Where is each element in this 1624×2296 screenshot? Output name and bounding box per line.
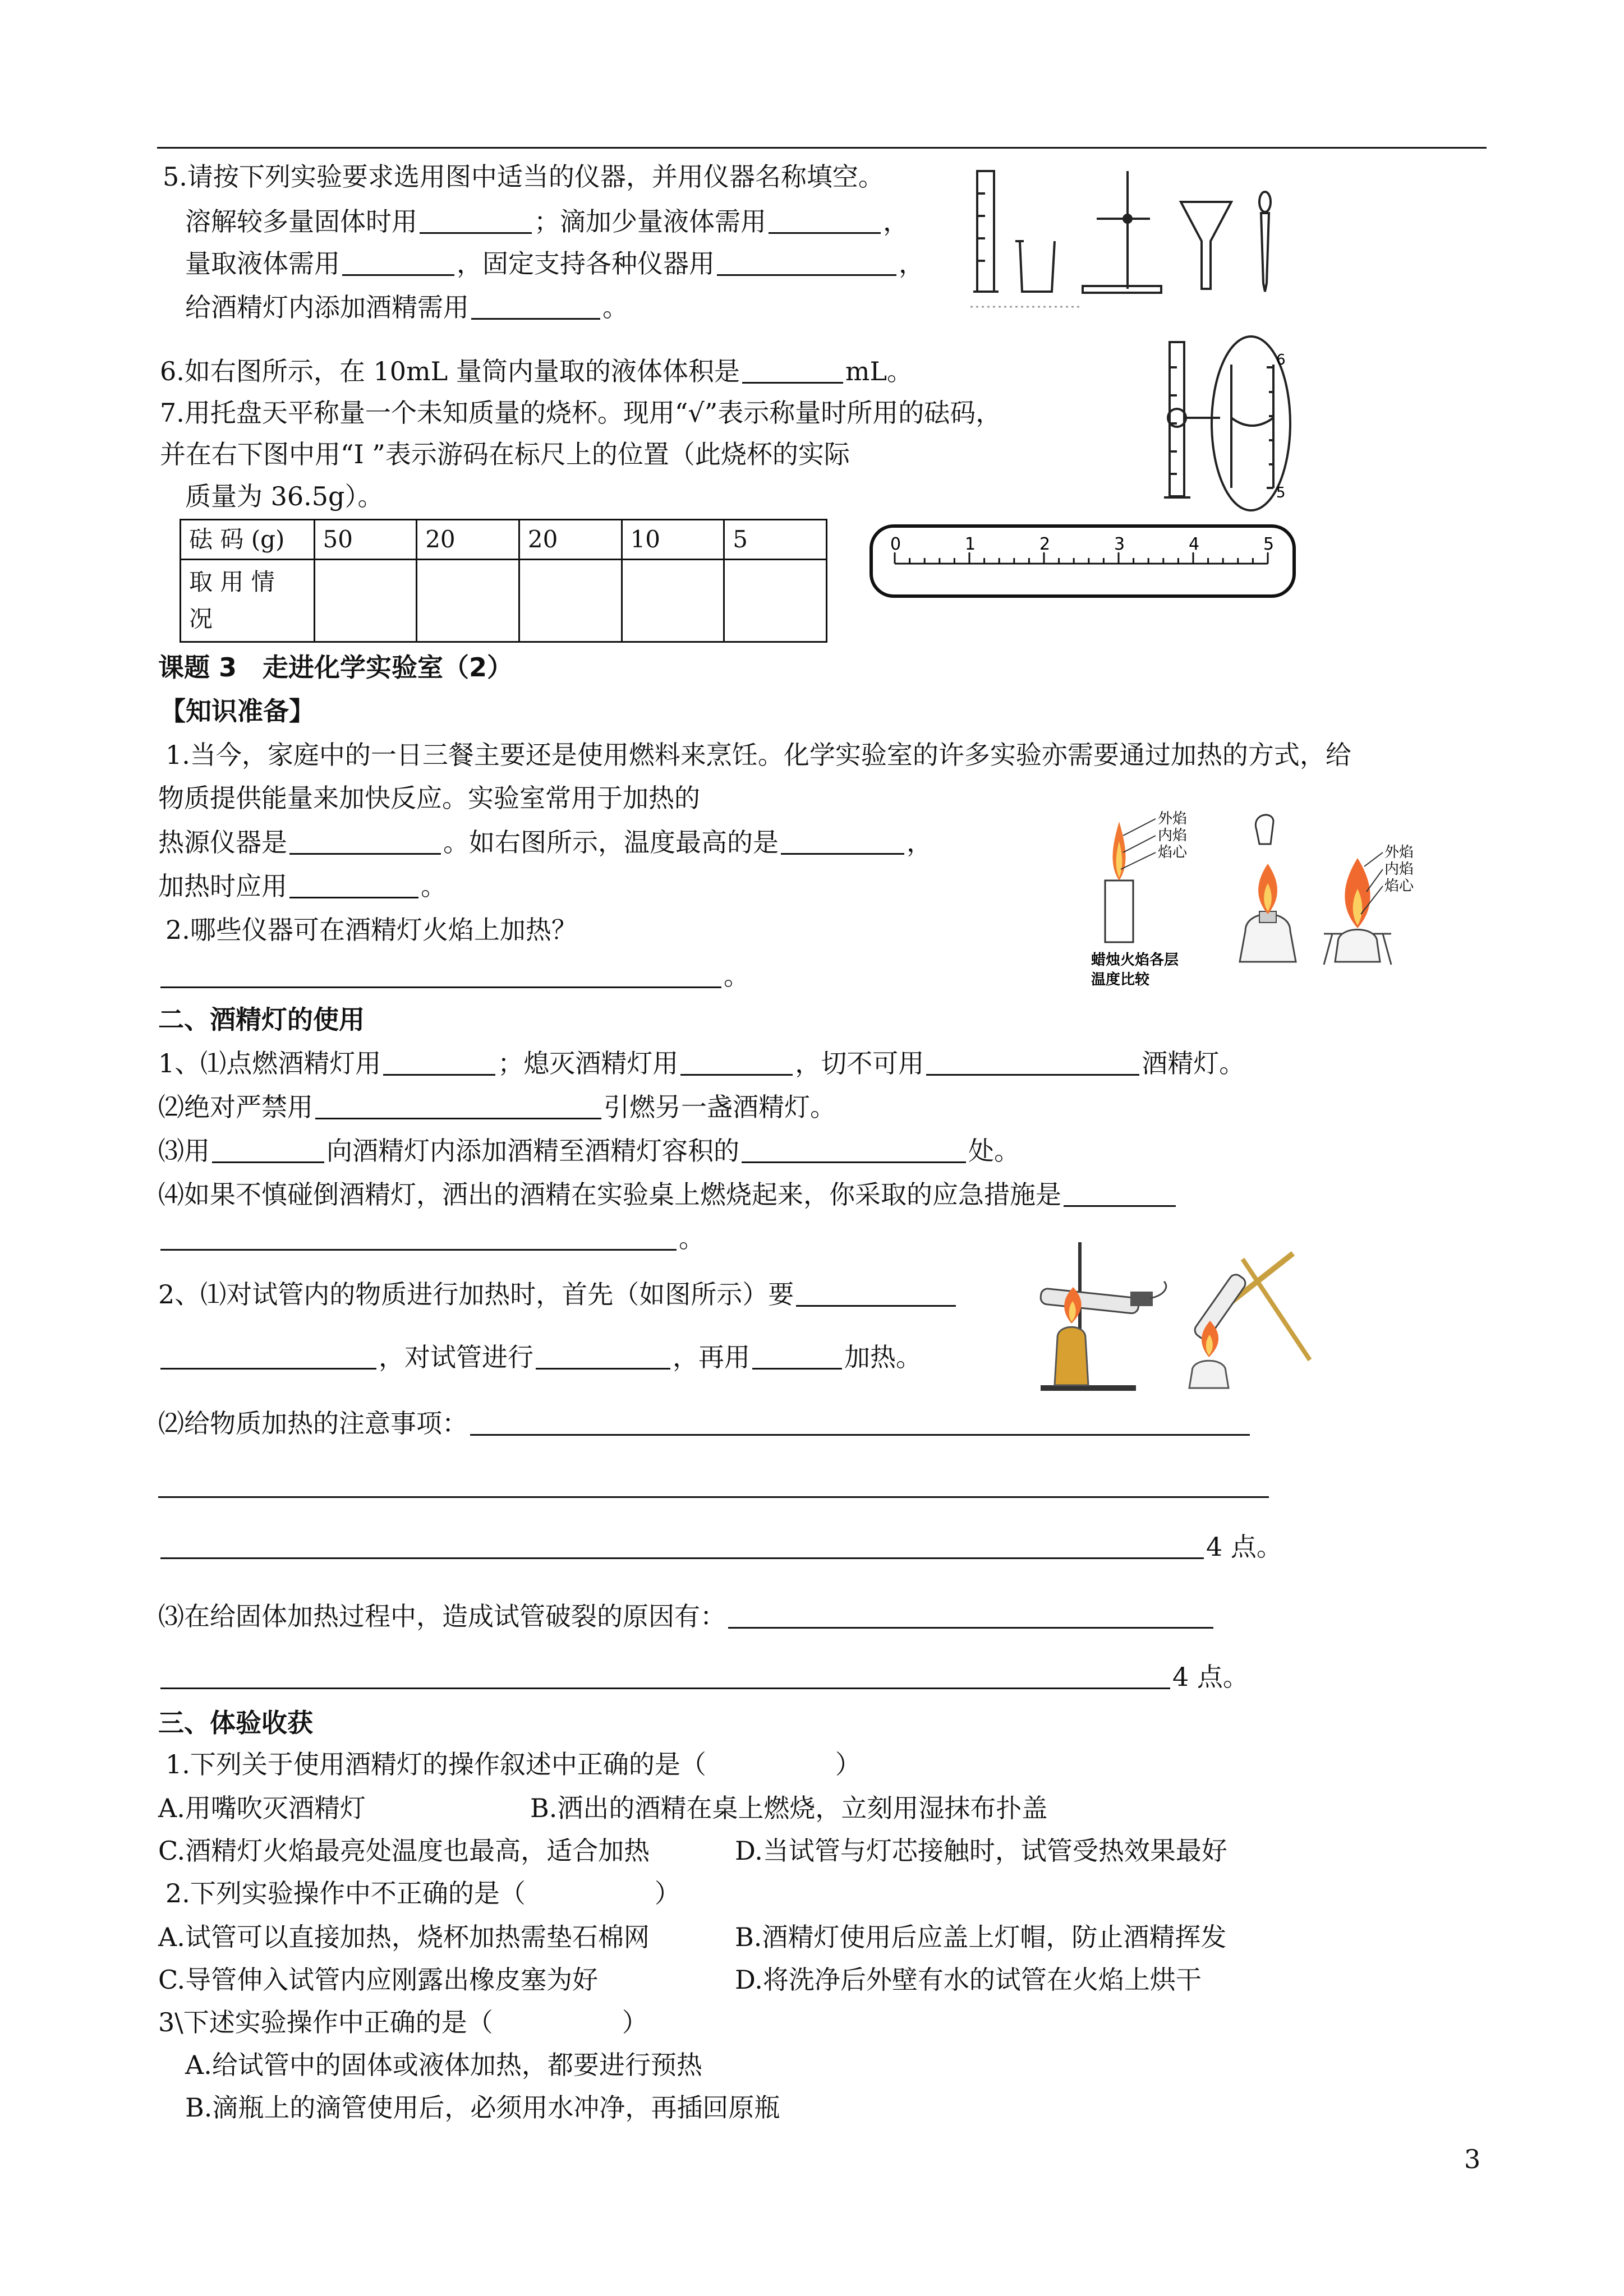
blank-heat-use[interactable] [289,873,418,898]
ruler-tick-label: 3 [1114,534,1125,554]
blank-volume[interactable] [742,358,843,384]
s3-q1-d: D.当试管与灯芯接触时，试管受热效果最好 [735,1836,1227,1866]
candle-label-outer: 外焰 [1158,810,1188,827]
blank-extinguish[interactable] [680,1050,793,1076]
funnel-icon [1181,202,1231,289]
beaker-icon [1015,241,1055,292]
s3-q2-a: A.试管可以直接加热，烧杯加热需垫石棉网 [158,1922,650,1952]
section2-heading: 二、酒精灯的使用 [158,1004,365,1035]
usage-cell-4[interactable] [622,560,724,642]
blank-notes-1[interactable] [470,1410,1250,1436]
blank-never-use[interactable] [926,1050,1139,1076]
weight-10: 10 [622,520,724,560]
usage-cell-3[interactable] [519,560,622,642]
tube-crack-label: ⑶在给固体加热过程中，造成试管破裂的原因有： [158,1599,1216,1633]
s3-q1: 1.下列关于使用酒精灯的操作叙述中正确的是（ ） [165,1749,861,1779]
blank-notes-3[interactable] [160,1533,1204,1559]
weights-table [180,519,827,643]
blank-dissolve[interactable] [420,208,532,234]
dropper-icon [1259,192,1271,292]
alcohol-lamp-labeled-icon [1324,852,1391,965]
heat-line1: 2、⑴对试管内的物质进行加热时，首先（如图所示）要 [158,1278,958,1311]
candle-caption-1: 蜡烛火焰各层 [1091,952,1179,969]
blank-crack-2[interactable] [160,1663,1170,1689]
heat-notes-end: 4 点。 [158,1530,1282,1564]
s3-q1-b: B.洒出的酒精在桌上燃烧，立刻用湿抹布扑盖 [530,1793,1048,1823]
blank-flame-part[interactable] [752,1344,842,1370]
section3-heading: 三、体验收获 [158,1708,313,1738]
candle-caption-2: 温度比较 [1091,971,1150,988]
candle-label-inner: 内焰 [1158,827,1188,844]
iron-stand-heating-icon [1040,1242,1166,1391]
ruler-tick-label: 0 [890,534,901,554]
blank-first-step-2[interactable] [160,1344,376,1370]
prep-p1-line1: 1.当今，家庭中的一日三餐主要还是使用燃料来烹饪。化学实验室的许多实验亦需要通过加热的方式，给 [165,740,1351,770]
heat-line2: ，对试管进行 ，再用 加热。 [158,1340,922,1374]
q7-line1: 7.用托盘天平称量一个未知质量的烧杯。现用“√”表示称量时所用的砝码， [160,398,1002,428]
blank-add-alcohol[interactable] [471,294,600,320]
rider-scale-figure[interactable] [869,524,1296,600]
prep-p1-line2: 物质提供能量来加快反应。实验室常用于加热的 [158,783,700,813]
blank-volume-fraction[interactable] [742,1137,966,1163]
s3-q2: 2.下列实验操作中不正确的是（ ） [165,1878,680,1908]
s3-q3: 3\下述实验操作中正确的是（ ） [158,2007,648,2037]
iron-stand-icon [1083,171,1161,293]
lamp-label-outer: 外焰 [1384,844,1414,861]
blank-measure[interactable] [342,250,454,276]
s3-q3-b: B.滴瓶上的滴管使用后，必须用水冲净，再插回原瓶 [185,2092,780,2123]
blank-support[interactable] [717,250,896,276]
s3-q2-c: C.导管伸入试管内应刚露出橡皮塞为好 [158,1965,599,1995]
q5-line2: 溶解较多量固体时用 ；滴加少量液体需用 ， [185,206,909,237]
s3-q1-a: A.用嘴吹灭酒精灯 [158,1793,366,1823]
blank-emergency-2[interactable] [160,1225,677,1251]
lamp-label-core: 焰心 [1384,878,1414,895]
cylinder-mark-bottom: 5 [1276,485,1286,501]
blank-forbidden[interactable] [315,1094,601,1119]
prep-p1-line3: 热源仪器是 。如右图所示，温度最高的是 ， [158,827,932,857]
blank-preheat[interactable] [536,1344,670,1370]
blank-crack-1[interactable] [728,1603,1213,1629]
q7-line3: 质量为 36.5g）。 [185,481,384,511]
heat-notes-label: ⑵给物质加热的注意事项： [158,1407,1252,1440]
ruler-tick-label: 2 [1039,534,1051,554]
ruler-tick-label: 4 [1189,534,1200,554]
prep-heading: 【知识准备】 [160,696,315,726]
lamp-label-inner: 内焰 [1384,861,1414,878]
flame-layers-figure [1088,802,1425,990]
s2-line5: 。 [158,1221,705,1255]
q5-line4: 给酒精灯内添加酒精需用 。 [185,292,628,322]
weight-50: 50 [314,520,417,560]
s2-line2: ⑵绝对严禁用 引燃另一盏酒精灯。 [158,1092,836,1122]
s2-line1: 1、⑴点燃酒精灯用 ；熄灭酒精灯用 ，切不可用 酒精灯。 [158,1048,1245,1078]
prep-p2: 2.哪些仪器可在酒精灯火焰上加热？ [165,915,577,945]
s3-q1-c: C.酒精灯火焰最亮处温度也最高，适合加热 [158,1836,650,1866]
blank-light-lamp[interactable] [383,1050,495,1076]
q5-line1: 5.请按下列实验要求选用图中适当的仪器，并用仪器名称填空。 [163,162,884,192]
prep-p1-line4: 加热时应用 。 [158,871,447,901]
measuring-cylinder-icon [973,171,999,292]
usage-header: 取 用 情 况 [181,560,315,642]
blank-hottest[interactable] [781,829,904,855]
blank-drop[interactable] [769,208,881,234]
blank-heatable-instruments[interactable] [160,962,721,988]
q7-line2: 并在右下图中用“I ”表示游码在标尺上的位置（此烧杯的实际 [160,439,850,469]
ruler-tick-label: 1 [965,534,976,554]
candle-icon [1105,819,1156,942]
weight-20-b: 20 [519,520,622,560]
blank-first-step[interactable] [796,1281,956,1307]
header-rule [157,147,1487,149]
test-tube-heating-figure [1029,1225,1335,1399]
usage-cell-5[interactable] [724,560,827,642]
q6-line: 6.如右图所示，在 10mL 量筒内量取的液体体积是 mL。 [160,356,913,386]
tube-crack-end: 4 点。 [158,1660,1249,1694]
cylinder-reading-figure [1161,334,1296,519]
s3-q3-a: A.给试管中的固体或液体加热，都要进行预热 [185,2050,702,2080]
blank-heat-source[interactable] [289,829,441,855]
blank-notes-2[interactable] [158,1496,1269,1498]
alcohol-lamp-icon [1240,864,1296,962]
test-tube-holder-icon [1189,1253,1310,1388]
q5-line3: 量取液体需用 ，固定支持各种仪器用 ， [185,248,924,279]
ruler-tick-label: 5 [1263,534,1275,554]
s3-q2-d: D.将洗净后外壁有水的试管在火焰上烘干 [735,1965,1202,1995]
s3-q2-b: B.酒精灯使用后应盖上灯帽，防止酒精挥发 [735,1922,1227,1952]
lesson-title: 课题 3 走进化学实验室（2） [158,652,513,683]
candle-label-core: 焰心 [1158,844,1188,861]
prep-p2-answer: 。 [158,959,749,993]
weights-header: 砝 码 (g) [181,520,315,560]
weight-20-a: 20 [417,520,519,560]
instruments-figure [970,160,1285,311]
page-number: 3 [1464,2144,1481,2174]
usage-cell-2[interactable] [417,560,519,642]
usage-cell-1[interactable] [314,560,417,642]
weight-5: 5 [724,520,827,560]
blank-add-tool[interactable] [212,1137,324,1163]
lamp-cap-icon [1255,815,1273,844]
blank-emergency-1[interactable] [1064,1181,1176,1207]
s2-line4: ⑷如果不慎碰倒酒精灯，洒出的酒精在实验桌上燃烧起来，你采取的应急措施是 [158,1178,1178,1211]
cylinder-mark-top: 6 [1276,352,1286,368]
s2-line3: ⑶用 向酒精灯内添加酒精至酒精灯容积的 处。 [158,1136,1020,1166]
